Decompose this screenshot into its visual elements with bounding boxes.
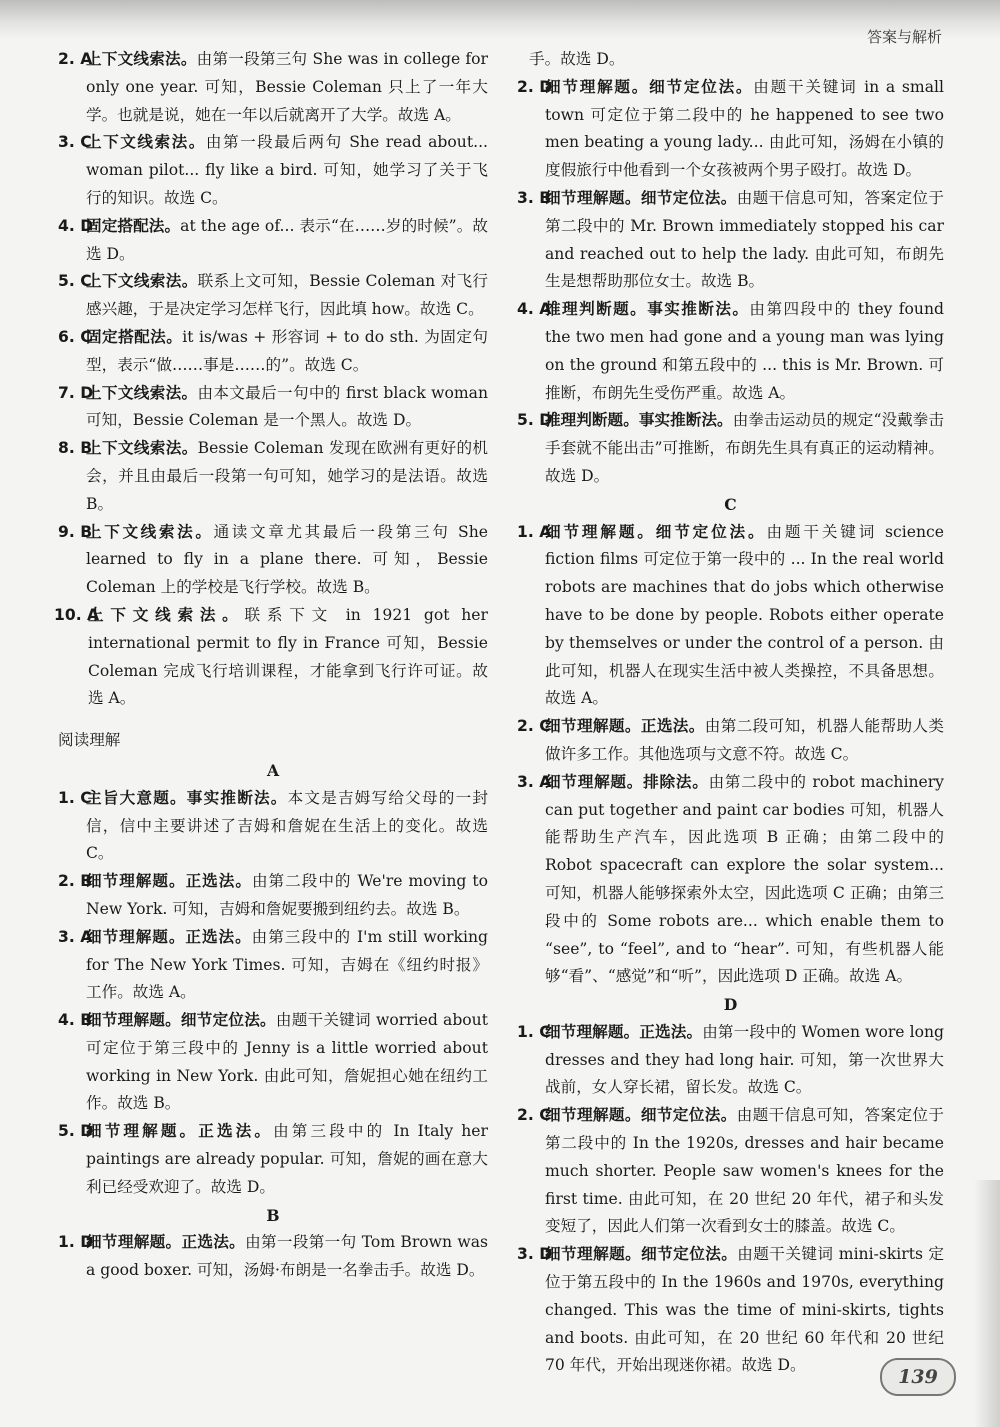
answer-item <box>58 380 488 436</box>
answer-explanation: 联系上文可知，Bessie Coleman 对飞行感兴趣，于是决定学习怎样飞行，因此填 how。故选 C。 <box>86 272 488 319</box>
answer-number: 8. B <box>58 439 93 458</box>
answer-explanation: 由本文最后一句中的 first black woman 可知，Bessie Coleman 是一个黑人。故选 D。 <box>86 383 488 430</box>
answer-body <box>545 1102 944 1241</box>
answer-item <box>517 1019 944 1102</box>
answer-item <box>58 129 488 212</box>
answer-method: 细节理解题。正选法。 <box>86 872 252 891</box>
answer-method: 推理判断题。事实推断法。 <box>545 411 733 430</box>
answer-method: 细节理解题。细节定位法。 <box>545 1245 738 1264</box>
answer-method: 细节理解题。细节定位法。 <box>545 77 754 96</box>
answer-explanation: 由第一段第一句 Tom Brown was a good boxer. 可知，汤姆·布朗是一名拳击手。故选 D。 <box>86 1233 488 1280</box>
answer-explanation: Bessie Coleman 发现在欧洲有更好的机会，并且由最后一段第一句可知，她学习的是法语。故选 B。 <box>86 439 488 513</box>
answer-item <box>54 602 488 713</box>
answer-body <box>86 268 488 324</box>
answer-number: 7. D <box>58 383 94 402</box>
answer-body <box>88 602 488 713</box>
answer-body <box>545 1019 944 1102</box>
right-column <box>517 46 944 1380</box>
answer-number: 4. D <box>58 216 94 235</box>
answer-item <box>517 1102 944 1241</box>
left-column <box>54 46 488 1285</box>
answer-item <box>517 407 944 490</box>
answer-explanation: 由第一段最后两句 She read about... woman pilot... fly like a bird. 可知，她学习了关于飞行的知识。故选 C。 <box>86 133 488 207</box>
answer-number: 1. C <box>517 1022 551 1041</box>
answer-body <box>86 380 488 436</box>
answer-explanation: 由题干关键词 science fiction films 可定位于第一段中的 ... In the real world robots are machines that do jobs which otherwise have to be done by people. Robots either operate by themselves or under the control of a person. 由此可知，机器人在现实生活中被人类操控，不具备思想。故选 A。 <box>545 522 944 708</box>
answer-item <box>517 519 944 714</box>
answer-body <box>545 769 944 991</box>
answer-method: 细节理解题。细节定位法。 <box>545 1106 737 1125</box>
answer-number: 2. A <box>58 50 93 68</box>
page-number: 139 <box>880 1358 956 1396</box>
answer-explanation: 由第四段中的 they found the two men had gone and a young man was lying on the ground 和第五段中的 ... this is Mr. Brown. 可推断，布朗先生受伤严重。故选 A。 <box>545 300 944 402</box>
header-band <box>0 0 1000 40</box>
answer-body <box>86 46 488 129</box>
section-c-label: C <box>724 494 737 514</box>
answer-item <box>58 1007 488 1118</box>
section-d-label: D <box>723 995 738 1015</box>
answer-item <box>517 296 944 407</box>
answer-explanation: 由第一段中的 Women wore long dresses and they had long hair. 可知，第一次世界大战前，女人穿长裙，留长发。故选 C。 <box>545 1022 944 1097</box>
answer-method: 细节理解题。正选法。 <box>86 927 252 946</box>
answer-method: 细节理解题。正选法。 <box>86 1233 246 1252</box>
answer-number: 6. C <box>58 327 92 346</box>
answer-body <box>545 713 944 769</box>
section-c-answers <box>517 519 944 992</box>
answer-method: 推理判断题。事实推断法。 <box>545 300 750 319</box>
answer-body <box>545 74 944 185</box>
answer-item <box>517 185 944 296</box>
answer-item <box>517 713 944 769</box>
answer-number: 4. B <box>58 1011 93 1030</box>
answer-explanation: 由第三段中的 I'm still working for The New York Times. 可知，吉姆在《纽约时报》工作。故选 A。 <box>86 927 488 1002</box>
answer-method: 上下文线索法。 <box>88 605 245 624</box>
page-header-title: 答案与解析 <box>866 28 942 46</box>
answer-number: 2. C <box>517 717 551 736</box>
answer-method: 上下文线索法。 <box>86 133 206 152</box>
answer-body <box>545 296 944 407</box>
answer-number: 5. D <box>517 411 553 430</box>
answer-body <box>86 519 488 602</box>
page-edge-shadow <box>974 1180 1000 1427</box>
answer-number: 5. D <box>58 1122 94 1141</box>
answer-method: 细节理解题。正选法。 <box>545 717 705 736</box>
answer-item <box>58 1229 488 1285</box>
answer-method: 细节理解题。正选法。 <box>86 1122 274 1141</box>
section-b-label: B <box>266 1205 280 1225</box>
answer-method: 上下文线索法。 <box>86 50 197 68</box>
answer-body <box>545 185 944 296</box>
answer-body <box>545 1241 944 1380</box>
answer-number: 2. B <box>58 872 93 891</box>
section-b-answers-left <box>58 1229 488 1285</box>
answer-item <box>58 435 488 518</box>
answer-body <box>86 324 488 380</box>
answer-method: 固定搭配法。 <box>86 216 181 235</box>
answer-explanation: 由第二段中的 We're moving to New York. 可知，吉姆和詹妮要搬到纽约去。故选 B。 <box>86 872 488 918</box>
answer-method: 细节理解题。正选法。 <box>545 1022 703 1041</box>
section-b-answers-right <box>517 74 944 491</box>
answer-explanation: 由拳击运动员的规定“没戴拳击手套就不能出击”可推断，布朗先生具有真正的运动精神。故选 D。 <box>545 411 944 485</box>
answer-number: 1. A <box>517 522 552 541</box>
answer-explanation: at the age of... 表示“在……岁的时候”。故选 D。 <box>86 216 488 263</box>
answer-number: 10. A <box>54 605 100 624</box>
answer-number: 5. C <box>58 272 92 291</box>
answer-method: 细节理解题。细节定位法。 <box>86 1011 276 1030</box>
section-a-label: A <box>266 760 280 780</box>
answer-number: 1. C <box>58 788 92 807</box>
answer-explanation: 由第二段中的 robot machinery can put together and paint car bodies 可知，机器人能帮助生产汽车，因此选项 B 正确；由第二段中的 Robot spacecraft can explore the solar system... 可知，机器人能够探索外太空，因此选项 C 正确；由第三段中的 Some robots are... which enable them to “see”, to “feel”, and to “hear”. 可知，有些机器人能够“看”、“感觉”和“听”，因此选项 D 正确。故选 A。 <box>545 772 944 986</box>
answer-item <box>58 1118 488 1201</box>
answer-item <box>517 74 944 185</box>
answer-number: 1. D <box>58 1233 94 1252</box>
answer-item <box>517 1241 944 1380</box>
answer-number: 3. C <box>58 133 92 152</box>
answer-body <box>86 129 488 212</box>
answer-body <box>86 1118 488 1201</box>
answer-method: 上下文线索法。 <box>86 439 198 458</box>
section-d-answers <box>517 1019 944 1380</box>
answer-method: 细节理解题。排除法。 <box>545 772 709 791</box>
continued-text: 手。故选 D。 <box>529 50 625 68</box>
answer-explanation: 由题干信息可知，答案定位于第二段中的 In the 1920s, dresses and hair became much shorter. People saw women's knees for the first time. 由此可知，在 20 世纪 20 年代，裙子和头发变短了，因此人们第一次看到女士的膝盖。故选 C。 <box>545 1106 944 1236</box>
answer-body <box>545 519 944 714</box>
answer-method: 上下文线索法。 <box>86 272 198 291</box>
answer-body <box>86 785 488 868</box>
answer-item <box>58 868 488 924</box>
answer-item <box>58 924 488 1007</box>
answer-method: 固定搭配法。 <box>86 327 183 346</box>
answer-number: 3. A <box>58 927 93 946</box>
answer-body <box>86 213 488 269</box>
answer-body <box>86 1229 488 1285</box>
answer-item <box>58 213 488 269</box>
answer-item <box>58 46 488 129</box>
answer-explanation: 联系下文 in 1921 got her international permit to fly in France 可知，Bessie Coleman 完成飞行培训课程，才能拿到飞行许可证。故选 A。 <box>88 605 488 708</box>
answer-explanation: it is/was + 形容词 + to do sth. 为固定句型，表示“做……事是……的”。故选 C。 <box>86 327 488 374</box>
answer-item <box>58 268 488 324</box>
section-title: 阅读理解 <box>58 731 121 750</box>
answer-method: 主旨大意题。事实推断法。 <box>86 788 288 807</box>
answer-number: 4. A <box>517 300 552 319</box>
answer-item <box>58 519 488 602</box>
answer-item <box>58 324 488 380</box>
answer-item <box>517 769 944 991</box>
answer-method: 细节理解题。细节定位法。 <box>545 188 737 207</box>
answer-body <box>86 1007 488 1118</box>
section-a-answers <box>58 785 488 1202</box>
answer-item <box>58 785 488 868</box>
answer-body <box>86 435 488 518</box>
answer-explanation: 由第二段可知，机器人能帮助人类做许多工作。其他选项与文意不符。故选 C。 <box>545 717 944 763</box>
answer-explanation: 由题干信息可知，答案定位于第二段中的 Mr. Brown immediately stopped his car and reached out to help the lady. 由此可知，布朗先生是想帮助那位女士。故选 B。 <box>545 188 944 291</box>
answer-number: 3. A <box>517 772 552 791</box>
cloze-answers <box>54 46 488 713</box>
answer-explanation: 由第一段第三句 She was in college for only one year. 可知，Bessie Coleman 只上了一年大学。也就是说，她在一年以后就离开了大学。故选 A。 <box>86 50 488 124</box>
answer-body <box>86 924 488 1007</box>
answer-explanation: 本文是吉姆写给父母的一封信，信中主要讲述了吉姆和詹妮在生活上的变化。故选 C。 <box>86 788 488 863</box>
answer-body <box>545 407 944 490</box>
answer-explanation: 由题干关键词 mini-skirts 定位于第五段中的 In the 1960s and 1970s, everything changed. This was the time of mini-skirts, tights and boots. 由此可知，在 20 世纪 60 年代和 20 世纪 70 年代，开始出现迷你裙。故选 D。 <box>545 1245 944 1375</box>
answer-explanation: 由第三段中的 In Italy her paintings are already popular. 可知，詹妮的画在意大利已经受欢迎了。故选 D。 <box>86 1122 488 1196</box>
answer-number: 3. D <box>517 1245 553 1264</box>
answer-number: 2. D <box>517 77 553 96</box>
answer-method: 上下文线索法。 <box>86 383 198 402</box>
answer-number: 2. C <box>517 1106 551 1125</box>
answer-method: 细节理解题。细节定位法。 <box>545 522 767 541</box>
answer-explanation: 由题干关键词 in a small town 可定位于第二段中的 he happened to see two men beating a young lady... 由此可知，汤姆在小镇的度假旅行中他看到一个女孩被两个男子殴打。故选 D。 <box>545 77 944 180</box>
answer-explanation: 由题干关键词 worried about 可定位于第三段中的 Jenny is a little worried about working in New York. 由此可知，詹妮担心她在纽约工作。故选 B。 <box>86 1011 488 1113</box>
answer-number: 3. B <box>517 188 552 207</box>
answer-explanation: 通读文章尤其最后一段第三句 She learned to fly in a plane there. 可知，Bessie Coleman 上的学校是飞行学校。故选 B。 <box>86 522 488 597</box>
answer-method: 上下文线索法。 <box>86 522 214 541</box>
answer-number: 9. B <box>58 522 93 541</box>
answer-body <box>86 868 488 924</box>
